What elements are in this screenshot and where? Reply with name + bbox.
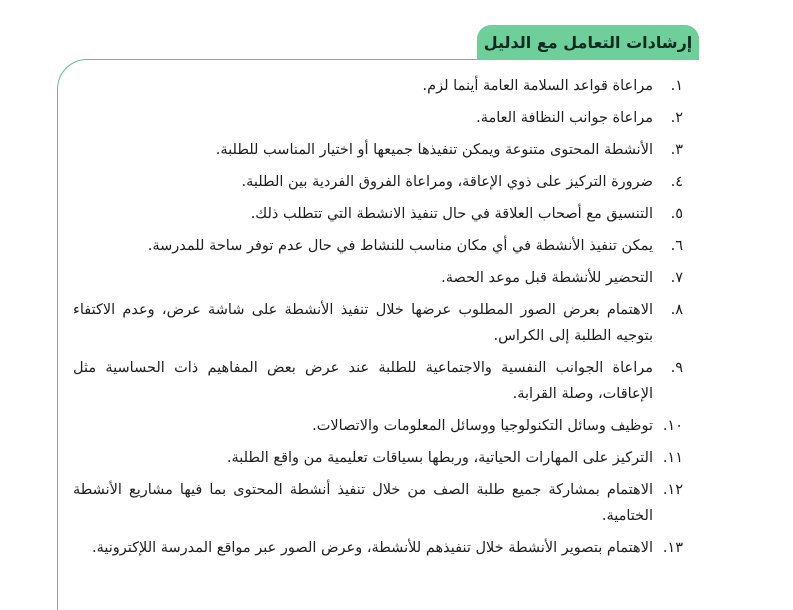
item-text: الاهتمام بتصوير الأنشطة خلال تنفيذهم للأنشطة، وعرض الصور عبر مواقع المدرسة اللإكترونية. <box>91 540 653 556</box>
item-number: ١٣. <box>662 540 683 556</box>
list-item <box>73 445 683 471</box>
list-item <box>73 535 683 561</box>
list-item <box>73 297 683 349</box>
list-item <box>73 413 683 439</box>
item-text: الأنشطة المحتوى متنوعة ويمكن تنفيذها جميعها أو اختيار المناسب للطلبة. <box>215 142 653 158</box>
item-text: توظيف وسائل التكنولوجيا ووسائل المعلومات والاتصالات. <box>312 418 653 434</box>
item-number: ٤. <box>670 174 683 190</box>
item-number: ٦. <box>670 238 683 254</box>
item-text: مراعاة الجوانب النفسية والاجتماعية للطلبة عند عرض بعض المفاهيم ذات الحساسية مثل الإعاقات، وصلة القرابة. <box>73 360 653 402</box>
list-item <box>73 73 683 99</box>
item-number: ٣. <box>670 142 683 158</box>
item-number: ٩. <box>670 360 683 376</box>
section-title-tab <box>477 25 699 60</box>
item-number: ٧. <box>670 270 683 286</box>
item-number: ١١. <box>662 450 683 466</box>
list-item <box>73 477 683 529</box>
item-text: التنسيق مع أصحاب العلاقة في حال تنفيذ الانشطة التي تتطلب ذلك. <box>250 206 653 222</box>
item-text: ضرورة التركيز على ذوي الإعاقة، ومراعاة الفروق الفردية بين الطلبة. <box>241 174 653 190</box>
item-text: مراعاة جوانب النظافة العامة. <box>476 110 653 126</box>
item-number: ١. <box>670 78 683 94</box>
list-item <box>73 355 683 407</box>
item-number: ٨. <box>670 302 683 318</box>
list-item <box>73 105 683 131</box>
list-item <box>73 233 683 259</box>
item-text: الاهتمام بمشاركة جميع طلبة الصف من خلال تنفيذ أنشطة المحتوى بما فيها مشاريع الأنشطة الختامية. <box>73 482 653 524</box>
list-item <box>73 137 683 163</box>
item-text: يمكن تنفيذ الأنشطة في أي مكان مناسب للنشاط في حال عدم توفر ساحة للمدرسة. <box>147 238 653 254</box>
item-text: مراعاة قواعد السلامة العامة أينما لزم. <box>422 78 653 94</box>
item-number: ٢. <box>670 110 683 126</box>
item-text: التحضير للأنشطة قبل موعد الحصة. <box>441 270 653 286</box>
list-item <box>73 265 683 291</box>
item-text: التركيز على المهارات الحياتية، وربطها بسياقات تعليمية من واقع الطلبة. <box>226 450 653 466</box>
list-item <box>73 201 683 227</box>
list-item <box>73 169 683 195</box>
page-title: إرشادات التعامل مع الدليل <box>483 33 693 52</box>
item-number: ٥. <box>670 206 683 222</box>
item-number: ١٠. <box>662 418 683 434</box>
item-text: الاهتمام بعرض الصور المطلوب عرضها خلال تنفيذ الأنشطة على شاشة عرض، وعدم الاكتفاء بتوجيه الطلبة إلى الكراس. <box>73 302 653 344</box>
guidelines-list <box>73 73 683 567</box>
item-number: ١٢. <box>662 482 683 498</box>
